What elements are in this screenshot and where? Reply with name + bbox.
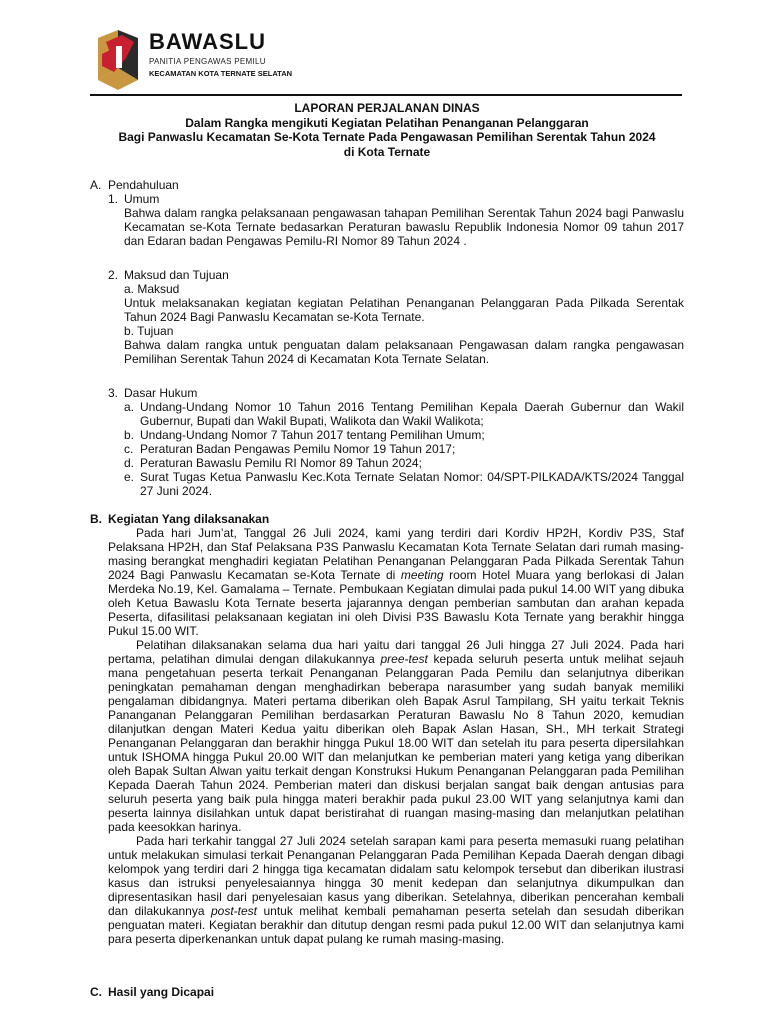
list-item-text: Surat Tugas Ketua Panwaslu Kec.Kota Ternate Selatan Nomor: 04/SPT-PILKADA/KTS/2024 Tanggal 27 Juni 2024. (140, 470, 684, 498)
spacer (90, 248, 684, 262)
list-item-text: Undang-Undang Nomor 7 Tahun 2017 tentang Pemilihan Umum; (140, 428, 485, 442)
section-b-heading (90, 512, 684, 526)
paragraph-2 (90, 638, 684, 834)
list-item-text: Peraturan Bawaslu Pemilu RI Nomor 89 Tahun 2024; (140, 456, 422, 470)
letterhead-rule (90, 94, 682, 96)
list-item-mark: b. (124, 428, 135, 442)
umum-num: 1. (108, 192, 119, 206)
org-subtitle: PANITIA PENGAWAS PEMILU (149, 57, 266, 66)
title-line-1: LAPORAN PERJALANAN DINAS (294, 101, 480, 115)
list-item-mark: d. (124, 456, 135, 470)
org-unit: KECAMATAN KOTA TERNATE SELATAN (149, 69, 293, 78)
section-a-label: Pendahuluan (108, 178, 179, 192)
maksud-label: Maksud dan Tujuan (124, 268, 229, 282)
paragraph-3-text-a: Pada hari terkahir tanggal 27 Juli 2024 setelah sarapan kami para peserta memasuki ruang pelatihan untuk melakukan simulasi terkait Penanganan Pelanggaran Pada Pemilihan Kepada Daerah dengan dibagi kelompok yang terdiri dari 2 hingga tiga kecamatan didalam satu kelompok tersebut dan diberikan ilustrasi kasus dan istruksi penyelesaiannya hingga 30 menit kedepan dan selanjutnya dikumpulkan dan dipresentasikan hasil dari penyelesaian kasus yang diberikan. Setelahnya, diberikan pencerahan kembali dan dilakukannya (108, 834, 684, 918)
section-c-heading (90, 985, 684, 999)
list-item-text: Peraturan Badan Pengawas Pemilu Nomor 19 Tahun 2017; (140, 442, 456, 456)
spacer (90, 366, 684, 380)
bawaslu-logo (92, 28, 144, 90)
umum-label: Umum (124, 192, 160, 206)
section-c-label: Hasil yang Dicapai (108, 985, 215, 999)
list-item-mark: c. (124, 442, 134, 456)
list-item-text: Undang-Undang Nomor 10 Tahun 2016 Tentang Pemilihan Kepala Daerah Gubernur dan Wakil Gubernur, Bupati dan Wakil Bupati, Walikota dan Wakil Walikota; (140, 400, 684, 428)
paragraph-3-italic: post-test (210, 904, 258, 918)
dasar-label: Dasar Hukum (124, 386, 198, 400)
paragraph-3-text-b: untuk melihat kembali pemahaman peserta setelah dan sesudah diberikan penguatan materi. Kegiatan berakhir dan ditutup dengan resmi pada pukul 12.00 WIT dan selanjutnya kami para peserta diperkenankan untuk dapat pulang ke rumah masing-masing. (108, 904, 684, 946)
list-item (90, 442, 684, 456)
paragraph-2-italic: pree-test (380, 652, 428, 666)
dasar-heading (90, 386, 684, 400)
maksud-b-label: b. Tujuan (124, 324, 174, 338)
letterhead-org (149, 30, 292, 79)
paragraph-2-text-a: Pelatihan dilaksanakan selama dua hari yaitu dari tanggal 26 Juli hingga 27 Juli 2024. Pada hari pertama, pelatihan dimulai dengan dilakukannya (108, 638, 684, 666)
list-item (90, 400, 684, 428)
maksud-a-text: Untuk melaksanakan kegiatan kegiatan Pelatihan Penanganan Pelanggaran Pada Pilkada Serentak Tahun 2024 Bagi Panwaslu Kecamatan se-Kota Ternate. (124, 296, 684, 324)
paragraph-3 (90, 834, 684, 946)
umum-text: Bahwa dalam rangka pelaksanaan pengawasan tahapan Pemilihan Serentak Tahun 2024 bagi Panwaslu Kecamatan se-Kota Ternate bedasarkan Peraturan bawaslu Republik Indonesia Nomor 09 tahun 2017 dan Edaran badan Pengawas Pemilu-RI Nomor 89 Tahun 2024 . (124, 206, 684, 248)
report-body (90, 101, 684, 999)
list-item-mark: e. (124, 470, 135, 484)
list-item (90, 428, 684, 442)
paragraph-1-text-b: room Hotel Muara yang berlokasi di Jalan Merdeka No.19, Kel. Gamalama – Ternate. Pembukaan Kegiatan dimulai pada pukul 14.00 WIT yang dibuka oleh Ketua Bawaslu Kota Ternate beserta jajarannya dengan pemberian sambutan dan arahan kepada Peserta, difasilitasi pelaksanaan kegiatan ini oleh Divisi P3S Bawaslu Kota Ternate yang berakhir hingga Pukul 15.00 WIT. (108, 568, 684, 638)
paragraph-1-text-a: Pada hari Jum’at, Tanggal 26 Juli 2024, kami yang terdiri dari Kordiv HP2H, Kordiv P3S, Staf Pelaksana HP2H, dan Staf Pelaksana P3S Panwaslu Kecamatan Kota Ternate Selatan dari rumah masing-masing berangkat menghadiri kegiatan Pelatihan Penanganan Pelanggaran Pada Pilkada Serentak Tahun 2024 Bagi Panwaslu Kecamatan se-Kota Ternate di (108, 526, 684, 582)
title-line-4: di Kota Ternate (343, 144, 431, 159)
list-item-mark: a. (124, 400, 135, 414)
list-item (90, 456, 684, 470)
maksud-num: 2. (108, 268, 119, 282)
umum-heading (90, 192, 684, 206)
section-b-label: Kegiatan Yang dilaksanakan (108, 512, 270, 526)
maksud-b-text: Bahwa dalam rangka untuk penguatan dalam pelaksanaan Pengawasan dalam rangka pengawasan Pemilihan Serentak Tahun 2024 di Kecamatan Kota Ternate Selatan. (124, 338, 684, 366)
report-title (90, 101, 684, 159)
paragraph-1-italic: meeting (400, 568, 444, 582)
section-a-heading (90, 178, 684, 192)
section-b-letter: B. (90, 512, 102, 526)
section-a-letter: A. (90, 178, 102, 192)
list-item (90, 470, 684, 498)
paragraph-2-text-b: kepada seluruh peserta untuk melihat sejauh mana pengetahuan peserta terkait Penanganan Pelanggaran Pada Pemilu dan selanjutnya diberikan peningkatan pemahaman dengan menghadirkan beberapa narasumber yang sudah banyak memiliki pengalaman dibidangnya. Materi pertama diberikan oleh Bapak Asrul Tampilang, SH yaitu terkait Teknis Pananganan Pelanggaran Pemilihan berdasarkan Peraturan Bawaslu No 8 Tahun 2020, kemudian dilanjutkan dengan Materi Kedua yaitu diberikan oleh Bapak Aslan Hasan, SH., MH terkait Strategi Penanganan Pelanggaran dan berakhir hingga Pukul 18.00 WIT dan setelah itu para peserta dipersilahkan untuk ISHOMA hingga Pukul 20.00 WIT dan melanjutkan ke pemberian materi yang ketiga yang diberikan oleh Bapak Sultan Alwan yaitu terkait dengan Konstruksi Hukum Penanganan Pelanggaran pada Pemilihan Kepada Daerah Tahun 2024. Pemberian materi dan diskusi berjalan sangat baik dengan antusias para seluruh peserta yang baik pula hingga materi berakhir pada pukul 23.00 WIT yang selanjutnya kami dan peserta lainnya disilahkan untuk dapat beristirahat di ruangan masing-masing dan melanjutkan pelatihan pada keesokkan harinya. (108, 652, 685, 834)
org-name: BAWASLU (149, 29, 266, 54)
section-c-letter: C. (90, 985, 102, 999)
dasar-num: 3. (108, 386, 119, 400)
paragraph-1 (90, 526, 684, 638)
maksud-a-label: a. Maksud (124, 282, 180, 296)
dasar-hukum-list (90, 400, 684, 498)
maksud-heading (90, 268, 684, 282)
title-line-2: Dalam Rangka mengikuti Kegiatan Pelatihan Penanganan Pelanggaran (185, 115, 589, 130)
title-line-3: Bagi Panwaslu Kecamatan Se-Kota Ternate Pada Pengawasan Pemilihan Serentak Tahun 2024 (118, 130, 656, 144)
